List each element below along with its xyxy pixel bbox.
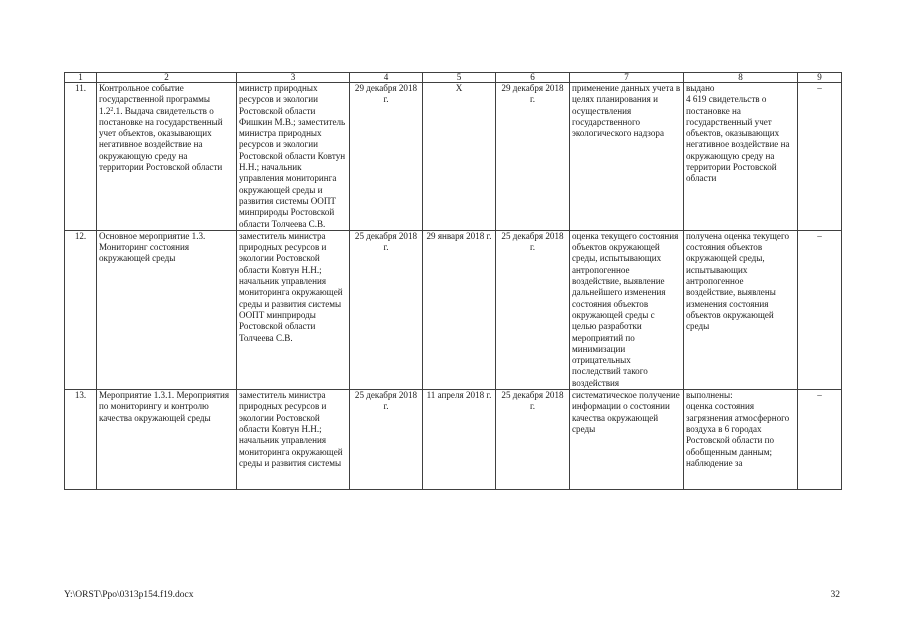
superscript: 2: [110, 106, 114, 113]
actual-start-cell: 29 января 2018 г.: [423, 230, 496, 389]
planned-date-cell: [350, 390, 423, 490]
events-table: [64, 72, 842, 490]
table-header-row: [65, 73, 842, 83]
actual-result-cell: выдано 4 619 свидетельств о постановке на государственный учет объектов, оказывающих негативное воздействие на окружающую среду на территории Ростовской области: [684, 83, 798, 231]
cell-content: 13.: [74, 390, 87, 401]
column-header: 6: [496, 73, 570, 83]
row-number: 11.: [65, 83, 97, 231]
responsible-cell: [237, 390, 350, 490]
column-header: 1: [65, 73, 97, 83]
reasons-cell: –: [798, 83, 842, 231]
cell-content: 11 апреля 2018 г.: [426, 390, 492, 401]
actual-end-cell: 25 декабря 2018 г.: [496, 230, 570, 389]
actual-result-cell: [684, 390, 798, 490]
cell-content: выполнены: оценка состояния загрязнения атмосферного воздуха в 6 городах Ростовской области по обобщенным данным; наблюдение за: [686, 390, 790, 468]
page-number: 32: [830, 590, 840, 600]
column-header: 3: [237, 73, 350, 83]
event-name-text: Контрольное событие государственной программы 1.2: [99, 83, 213, 116]
column-header: 9: [798, 73, 842, 83]
expected-result-cell: применение данных учета в целях планирования и осуществления государственного экологического надзора: [570, 83, 684, 231]
cell-content: 25 декабря 2018 г.: [354, 390, 420, 412]
document-page: [64, 72, 841, 490]
column-header: 8: [684, 73, 798, 83]
expected-result-cell: оценка текущего состояния объектов окружающей среды, испытывающих антропогенное воздействие, выявление дальнейшего изменения состояния объектов окружающей среды с целью разработки мероприятий по минимизации отрицательных последствий такого воздействия: [570, 230, 684, 389]
responsible-cell: заместитель министра природных ресурсов и экологии Ростовской области Ковтун Н.Н.; начальник управления мониторинга окружающей среды и развития системы ООПТ минприроды Ростовской области Толчеева С.В.: [237, 230, 350, 389]
event-name-cell: Основное мероприятие 1.3. Мониторинг состояния окружающей среды: [97, 230, 237, 389]
responsible-cell: министр природных ресурсов и экологии Ростовской области Фишкин М.В.; заместитель министра природных ресурсов и экологии Ростовской области Ковтун Н.Н.; начальник управления мониторинга окружающей среды и развития системы ООПТ минприроды Ростовской области Толчеева С.В.: [237, 83, 350, 231]
column-header: 5: [423, 73, 496, 83]
cell-content: заместитель министра природных ресурсов и экологии Ростовской области Ковтун Н.Н.; начальник управления мониторинга окружающей среды и развития системы: [239, 390, 345, 468]
actual-end-cell: [496, 390, 570, 490]
planned-date-cell: 25 декабря 2018 г.: [350, 230, 423, 389]
actual-start-cell: Х: [423, 83, 496, 231]
cell-content: систематическое получение информации о состоянии качества окружающей среды: [572, 390, 683, 434]
cell-content: Мероприятие 1.3.1. Мероприятия по мониторингу и контролю качества окружающей среды: [99, 390, 232, 423]
actual-result-cell: получена оценка текущего состояния объектов окружающей среды, испытывающих антропогенное воздействие, выявлены изменения состояния объектов окружающей среды: [684, 230, 798, 389]
cell-content: –: [817, 390, 822, 401]
row-number: 12.: [65, 230, 97, 389]
table-row: [65, 390, 842, 490]
actual-start-cell: [423, 390, 496, 490]
column-header: 4: [350, 73, 423, 83]
table-row: [65, 83, 842, 231]
column-header: 2: [97, 73, 237, 83]
actual-end-cell: 29 декабря 2018 г.: [496, 83, 570, 231]
reasons-cell: –: [798, 230, 842, 389]
planned-date-cell: 29 декабря 2018 г.: [350, 83, 423, 231]
table-row: [65, 230, 842, 389]
reasons-cell: [798, 390, 842, 490]
expected-result-cell: [570, 390, 684, 490]
column-header: 7: [570, 73, 684, 83]
event-name-text-continued: .1. Выдача свидетельств о постановке на государственный учет объектов, оказывающих негативное воздействие на окружающую среду на территории Ростовской области: [99, 105, 225, 173]
event-name-cell: [97, 390, 237, 490]
row-number: [65, 390, 97, 490]
footer-file-path: Y:\ORST\Ppo\0313p154.f19.docx: [64, 590, 194, 600]
cell-content: 25 декабря 2018 г.: [501, 390, 566, 412]
event-name-cell: [97, 83, 237, 231]
